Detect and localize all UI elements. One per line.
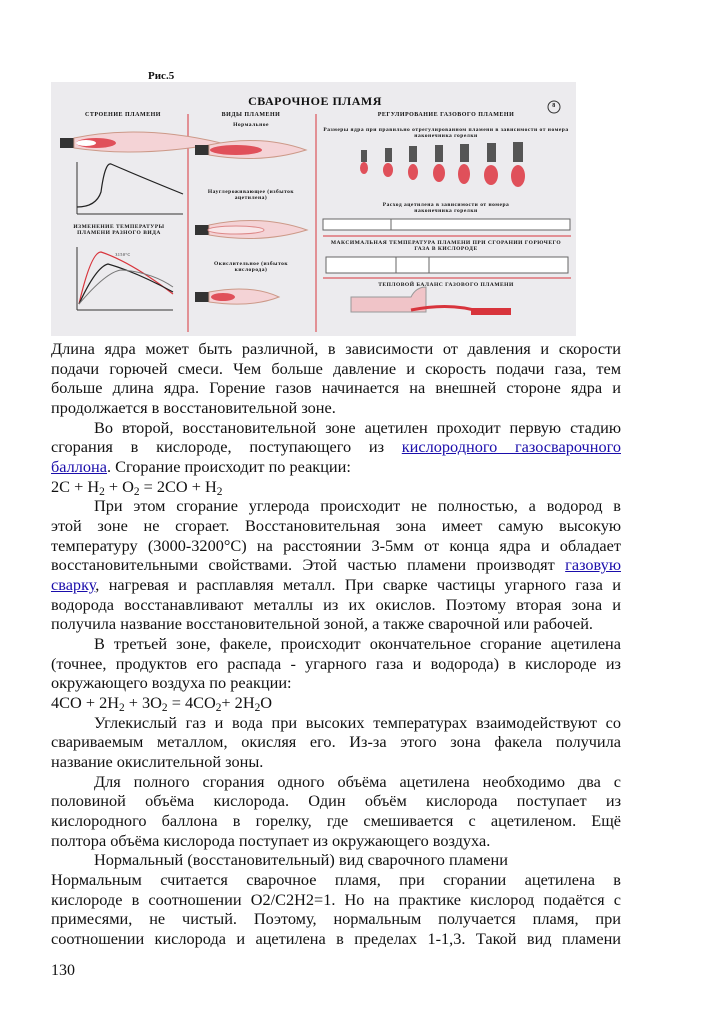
text-link[interactable]: кислородного газосварочного [401,437,621,457]
text-span: температуру (3000-3200°С) на расстоянии 3-5мм от конца ядра и обладает [51,535,621,555]
text-span: = 2CO + H [139,476,217,496]
body-text [51,339,621,949]
welding-flame-poster [51,82,576,336]
text-line [51,536,621,556]
temp-label: 3150°C [115,252,131,257]
text-span: Углекислый газ и вода при высоких температурах взаимодействуют со [94,712,621,732]
flow-table [323,219,570,230]
subscript: 2 [161,701,168,713]
text-span: больше длина ядра. Горение газов начинается на внешней стороне ядра и [51,378,621,398]
right-heading: РЕГУЛИРОВАНИЕ ГАЗОВОГО ПЛАМЕНИ [377,112,515,118]
right-flow-heading: Расход ацетилена в зависимости от номера наконечника горелки [382,202,510,214]
text-span: + O [104,476,134,496]
right-maxtemp-heading: МАКСИМАЛЬНАЯ ТЕМПЕРАТУРА ПЛАМЕНИ ПРИ СГОРАНИИ ГОРЮЧЕГО ГАЗА В КИСЛОРОДЕ [330,240,562,252]
text-span: восстановительными свойствами. Этой частью пламени производят [51,555,566,575]
text-span: . Сгорание происходит по реакции: [106,457,351,477]
text-span: половиной объёма кислорода. Один объём кислорода поступает из [51,791,621,811]
text-line [51,693,621,713]
subscript: 2 [99,485,105,497]
mid-heading: ВИДЫ ПЛАМЕНИ [221,112,281,118]
text-span: Нормальным считается сварочное пламя, при сгорании ацетилена в [51,870,621,890]
text-span: сгорания в кислороде, поступающего из [51,437,402,457]
text-span: водорода восстанавливают металлы из их окислов. Поэтому вторая зона и [51,594,621,614]
text-span: этой зоне не сгорает. Восстановительная зона имеет самую высокую [51,516,621,536]
oxidizing-flame-icon [195,289,279,304]
poster-title: СВАРОЧНОЕ ПЛАМЯ [248,94,382,108]
right-balance-heading: ТЕПЛОВОЙ БАЛАНС ГАЗОВОГО ПЛАМЕНИ [378,282,514,288]
poster-badge: 8 [552,103,556,109]
text-line [51,477,621,497]
text-line [51,457,621,477]
figure-caption: Рис.5 [148,70,175,82]
text-span: название окислительной зоны. [51,752,264,772]
carburizing-flame-icon [195,221,307,239]
text-span: окружающего воздуха по реакции: [51,673,292,693]
text-line [51,791,621,811]
text-span: примесями, не чистый. Поэтому, нормальным получается пламя, при [51,909,621,929]
text-line [51,929,621,949]
subscript: 2 [216,485,223,497]
text-line [51,496,621,516]
text-link[interactable]: газовую [565,555,621,575]
text-line [51,654,621,674]
text-line [51,516,621,536]
text-line [51,595,621,615]
text-span: + 2H [221,693,255,713]
text-span: Длина ядра может быть различной, в зависимости от давления и скорости [51,339,621,358]
max-temp-table [326,257,568,273]
text-line [51,614,621,634]
text-line [51,418,621,438]
text-span: 2C + H [51,476,100,496]
text-line [51,713,621,733]
text-span: , нагревая и расплавляя металл. При сварке частицы угарного газа и [95,575,621,595]
text-span: свариваемым металлом, окисляя его. Из-за этого зона факела получила [51,732,621,752]
mid-normal: Нормальное [233,122,269,128]
text-line [51,732,621,752]
text-line [51,437,621,457]
text-span: Для полного сгорания одного объёма ацетилена необходимо два с [94,771,621,791]
text-span: подачи горючей смеси. Чем больше давление и скорость подачи газа, тем [51,358,621,378]
text-span: O [260,693,273,713]
text-line [51,339,621,359]
mid-oxidizing: Окислительное (избыток кислорода) [214,261,288,273]
text-line [51,752,621,772]
heat-balance-diagram [351,287,511,315]
mid-carburizing: Науглероживающее (избыток ацетилена) [207,189,295,201]
text-span: кислороде в соотношении O2/C2H2=1. Но на практике кислород подаётся с [51,889,621,909]
text-span: (точнее, продуктов его распада - угарного газа и водорода) в кислороде из [51,653,621,673]
subscript: 2 [215,701,222,713]
text-line [51,831,621,851]
text-line [51,575,621,595]
text-span: 4CO + 2H [51,693,119,713]
text-line [51,772,621,792]
text-line [51,378,621,398]
text-span: кислородного баллона в горелку, где смешивается с ацетиленом. Ещё [51,811,621,831]
torch-tips-icons [360,142,525,187]
subscript: 2 [133,485,140,497]
text-span: + 3O [124,693,162,713]
text-line [51,634,621,654]
text-link[interactable]: сварку [51,575,96,595]
subscript: 2 [118,701,125,713]
page-number: 130 [51,962,75,979]
left-heading: СТРОЕНИЕ ПЛАМЕНИ [85,112,161,118]
text-line [51,870,621,890]
text-span: = 4CO [167,693,216,713]
text-span: продолжается в восстановительной зоне. [51,398,336,418]
text-span: При этом сгорание углерода происходит не полностью, а водород в [94,496,621,516]
text-line [51,890,621,910]
text-line [51,555,621,575]
text-span: получила название восстановительной зоной, а также сварочной или рабочей. [51,614,593,634]
right-subheading: Размеры ядра при правильно отрегулированном пламени в зависимости от номера наконечника горелки [323,127,569,139]
text-line [51,850,621,870]
text-line [51,359,621,379]
subscript: 2 [254,701,261,713]
temperature-chart [77,162,183,214]
text-span: В третьей зоне, факеле, происходит окончательное сгорание ацетилена [94,634,621,654]
text-span: Нормальный (восстановительный) вид сварочного пламени [94,850,508,870]
text-line [51,398,621,418]
text-span: соотношении кислорода и ацетилена в пределах 1-1,3. Такой вид пламени [51,929,621,949]
text-link[interactable]: баллона [51,457,107,477]
text-span: полтора объёма кислорода поступает из окружающего воздуха. [51,830,491,850]
text-span: Во второй, восстановительной зоне ацетилен проходит первую стадию [94,417,621,437]
text-line [51,909,621,929]
text-line [51,673,621,693]
left-heading-2: ИЗМЕНЕНИЕ ТЕМПЕРАТУРЫ ПЛАМЕНИ РАЗНОГО ВИДА [73,224,165,236]
text-line [51,811,621,831]
